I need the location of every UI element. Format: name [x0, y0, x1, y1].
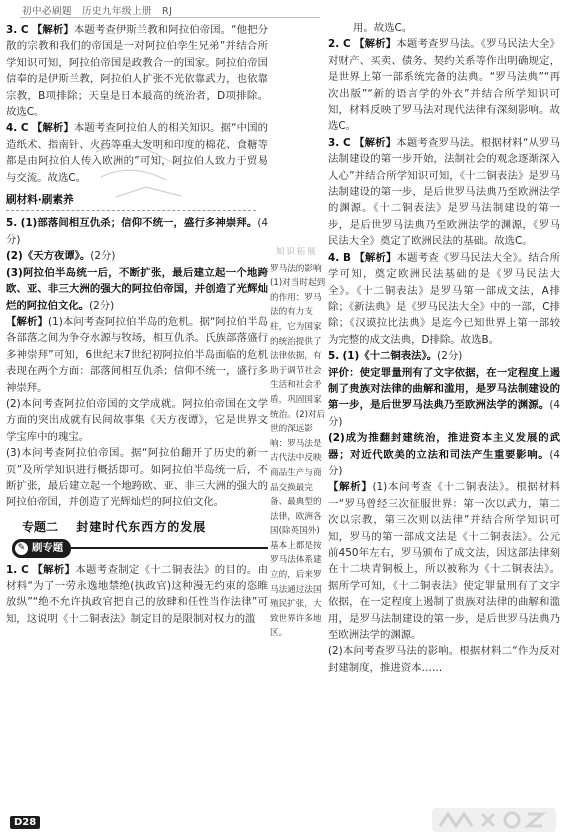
- answer-block-q5: 5. (1)部落间相互仇杀；信仰不统一，盛行多神崇拜。(4分): [6, 217, 268, 246]
- pen-icon: ✎: [15, 542, 28, 555]
- knowledge-sidebar: [270, 244, 328, 641]
- answer-continuation: 用。故选C。: [353, 22, 413, 34]
- answer-block-t1: 1. C 【解析】本题考查制定《十二铜表法》的目的。由材料“为了一劳永逸地禁绝(执政官)这种漫无约束的恣睢放纵”“绝不允许执政官把自己的放肆和任性当作法律”可知，这说明《十二铜表法》制定目的是限制对权力的滥: [6, 563, 269, 625]
- right-column: [328, 20, 560, 676]
- answer-block-q2: 2. C 【解析】本题考查罗马法。《罗马民法大全》对财产、买卖、债务、契约关系等作出明确规定，是世界上第一部系统完备的法典。“罗马法典”“再次出版”“新的语言学的外衣”并结合所学知识可知，材料反映了罗马法对现代法律有深刻影响。故选C。: [328, 38, 560, 133]
- explanation: 【解析】(1)本问考查《十二铜表法》。根据材料一“罗马曾经三次征服世界：第一次以武力，第二次以宗教，第三次则以法律”并结合所学知识可知，罗马的第一部成文法是《十二铜表法》。公元前450年左右，罗马颁布了成文法，因这部法律刻在十二块青铜板上，所以被称为《十二铜表法》。据所学可知，《十二铜表法》使定罪量刑有了文字依据，在一定程度上遏制了贵族对法律的曲解和滥用，是罗马法制建设的第一步，是后世罗马法典乃至欧洲法学的渊源。: [328, 481, 560, 642]
- special-badge-row: [12, 539, 268, 557]
- sidebar-text: 罗马法的影响(1)对当时起到的作用：罗马法的有力支柱，它为国家的统治提供了法律依据，有助于调节社会生活和社会矛盾，巩固国家统治。(2)对后世的深远影响：罗马法是古代法中反映商品生产与商品交换最完备、最典型的法律，欧洲各国(除英国外)基本上都是按罗马法体系建立的，后来罗马法通过法国殖民扩张，大致世界许多地区。: [270, 263, 326, 639]
- left-column: [6, 22, 268, 627]
- badge-rule: [71, 547, 268, 549]
- explanation: (2)本问考查阿拉伯帝国的文学成就。阿拉伯帝国在文学方面的突出成就有民间故事集《天方夜谭》，它是世界文学宝库中的瑰宝。: [6, 397, 268, 443]
- page-number: D28: [10, 816, 40, 829]
- section-heading: 刷材料·刷素养: [6, 192, 256, 211]
- answer-line: 评价：使定罪量刑有了文字依据，在一定程度上遏制了贵族对法律的曲解和滥用，是罗马法制建设的第一步，是后世罗马法典乃至欧洲法学的渊源。(4分): [328, 366, 560, 428]
- answer-line: (2)成为推翻封建统治，推进资本主义发展的武器；对近代欧美的立法和司法产生重要影响。(4分): [328, 432, 560, 477]
- explanation: 【解析】(1)本问考查阿拉伯半岛的危机。据“阿拉伯半岛各部落之间为争夺水源与牧场，相互仇杀。氏族部落盛行多神崇拜”可知，6世纪末7世纪初阿拉伯半岛面临的危机表现在两个方面：部落间相互仇杀；信仰不统一，盛行多神崇拜。: [6, 315, 268, 394]
- answer-block-q3: 3. C 【解析】本题考查罗马法。根据材料“从罗马法制建设的第一步开始，法制社会的观念逐渐深入人心”并结合所学知识可知，《十二铜表法》是罗马法制建设的第一步，是后世罗马法典乃至欧洲法学的渊源。《十二铜表法》是罗马法制建设的第一步，是后世罗马法典乃至欧洲法学的渊源，《罗马民法大全》奠定了欧洲民法的基础。故选C。: [328, 136, 561, 248]
- header-text: 初中必刷题 历史九年级上册 RJ: [22, 6, 173, 17]
- answer-line: (2)《天方夜谭》。(2分): [6, 250, 116, 263]
- special-badge: ✎ 刷专题: [12, 539, 71, 557]
- answer-block-q4: 4. B 【解析】本题考查《罗马民法大全》。结合所学可知，奠定欧洲民法基础的是《罗马民法大全》。《十二铜表法》是罗马第一部成文法，A排除；《新法典》是《罗马民法大全》中的一部，C排除；《汉谟拉比法典》是迄今已知世界上第一部较为完整的成文法典，D排除。故选B。: [328, 251, 560, 346]
- header-rule: [20, 17, 320, 18]
- answer-block-q5: 5. (1)《十二铜表法》。(2分): [328, 350, 463, 363]
- answer-line: (3)阿拉伯半岛统一后，不断扩张，最后建立起一个地跨欧、亚、非三大洲的强大的阿拉伯帝国，并创造了光辉灿烂的阿拉伯文化。(2分): [6, 266, 268, 312]
- answer-block-q3: 3. C 【解析】本题考查伊斯兰教和阿拉伯帝国。“他把分散的宗教和我们的帝国是一对阿拉伯孪生兄弟”并结合所学知识可知，阿拉伯帝国是政教合一的国家。阿拉伯帝国信奉的是伊斯兰教，阿拉伯人扩张不光依靠武力，也依靠宗教，B项排除；天皇是日本最高的统治者，D项排除。故选C。: [6, 24, 268, 119]
- sidebar-title: 知识拓展: [276, 246, 318, 256]
- watermark-logo: [432, 806, 556, 834]
- explanation: (2)本问考查罗马法的影响。根据材料二“作为反对封建制度，推进资本……: [328, 645, 560, 674]
- explanation: (3)本问考查阿拉伯帝国。据“阿拉伯翻开了历史的新一页”及所学知识进行概括即可。如阿拉伯半岛统一后，不断扩张，最后建立起一个地跨欧、亚、非三大洲的强大的阿拉伯帝国，并创造了光辉灿烂的阿拉伯文化。: [6, 447, 268, 509]
- answer-block-q4: 4. C 【解析】本题考查阿拉伯人的相关知识。据“中国的造纸术、指南针、火药等重大发明和印度的棉花、食糖等都是由阿拉伯人传入欧洲的”可知，阿拉伯人致力于贸易与交流。故选C。: [6, 122, 268, 184]
- topic-heading: 专题二 封建时代东西方的发展: [22, 519, 207, 534]
